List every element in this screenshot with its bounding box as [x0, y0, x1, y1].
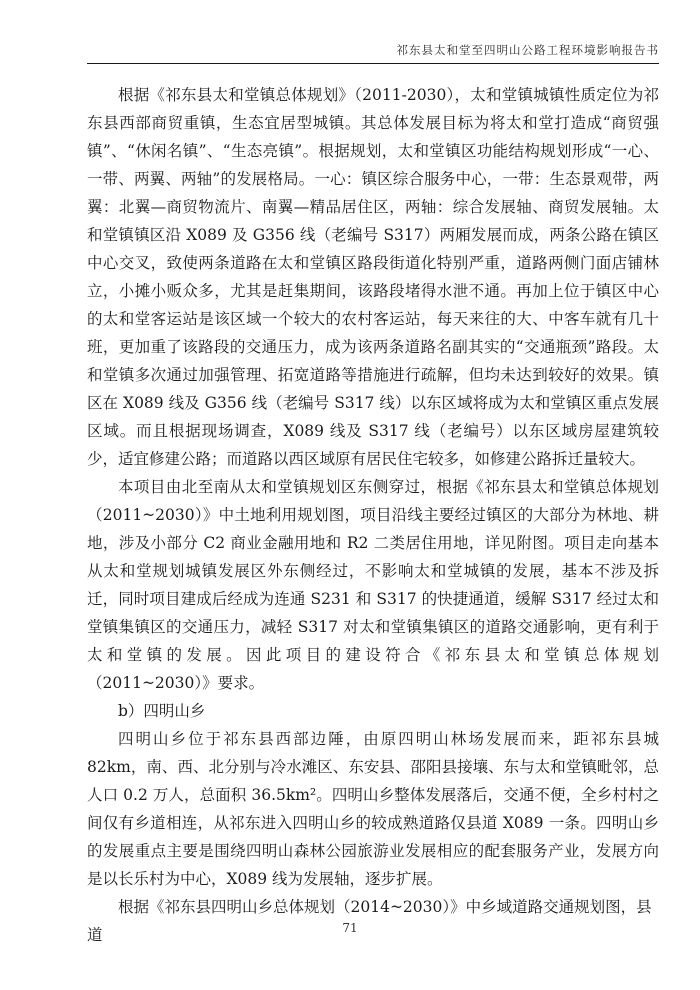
paragraph-project-route: 本项目由北至南从太和堂镇规划区东侧穿过，根据《祁东县太和堂镇总体规划（2011~2030）》中土地利用规划图，项目沿线主要经过镇区的大部分为林地、耕地，涉及小部分 C2 商业金融用地和 R2 二类居住用地，详见附图。项目走向基本从太和堂规划城镇发展区外东侧经过，不影响太和堂城镇的发展，基本不涉及拆迁，同时项目建成后经成为连通 S231 和 S317 的快捷通道，缓解 S317 经过太和堂镇集镇区的交通压力，减轻 S317 对太和堂镇集镇区的道路交通影响，更有利于太和堂镇的发展。因此项目的建设符合《祁东县太和堂镇总体规划（2011~2030）》要求。	[87, 478, 659, 692]
paragraph-simingshan-plan: 根据《祁东县四明山乡总体规划（2014~2030）》中乡域道路交通规划图，县道	[87, 898, 652, 944]
document-body	[87, 81, 659, 949]
paragraph-taihetang-plan: 根据《祁东县太和堂镇总体规划》（2011-2030），太和堂镇城镇性质定位为祁东县西部商贸重镇，生态宜居型城镇。其总体发展目标为将太和堂打造成“商贸强镇”、“休闲名镇”、“生态亮镇”。根据规划，太和堂镇区功能结构规划形成“一心、一带、两翼、两轴”的发展格局。一心：镇区综合服务中心，一带：生态景观带，两翼：北翼—商贸物流片、南翼—精品居住区，两轴：综合发展轴、商贸发展轴。太和堂镇镇区沿 X089 及 G356 线（老编号 S317）两厢发展而成，两条公路在镇区中心交叉，致使两条道路在太和堂镇区路段街道化特别严重，道路两侧门面店铺林立，小摊小贩众多，尤其是赶集期间，该路段堵得水泄不通。再加上位于镇区中心的太和堂客运站是该区域一个较大的农村客运站，每天来往的大、中客车就有几十班，更加重了该路段的交通压力，成为该两条道路名副其实的“交通瓶颈”路段。太和堂镇多次通过加强管理、拓宽道路等措施进行疏解，但均未达到较好的效果。镇区在 X089 线及 G356 线（老编号 S317 线）以东区域将成为太和堂镇区重点发展区域。而且根据现场调查，X089 线及 S317 线（老编号）以东区域房屋建筑较少，适宜修建公路；而道路以西区域原有居民住宅较多，如修建公路拆迁量较大。	[87, 86, 659, 468]
section-heading-simingshan: b）四明山乡	[118, 702, 206, 720]
running-header-title: 祁东县太和堂至四明山公路工程环境影响报告书	[87, 42, 659, 64]
page-number: 71	[342, 921, 358, 935]
paragraph-simingshan-overview: 四明山乡位于祁东县西部边陲，由原四明山林场发展而来，距祁东县城 82km，南、西、北分别与冷水滩区、东安县、邵阳县接壤、东与太和堂镇毗邻，总人口 0.2 万人，总面积 36.5km²。四明山乡整体发展落后，交通不便，全乡村村之间仅有乡道相连，从祁东进入四明山乡的较成熟道路仅县道 X089 一条。四明山乡的发展重点主要是围绕四明山森林公园旅游业发展相应的配套服务产业，发展方向是以长乐村为中心，X089 线为发展轴，逐步扩展。	[87, 730, 659, 888]
